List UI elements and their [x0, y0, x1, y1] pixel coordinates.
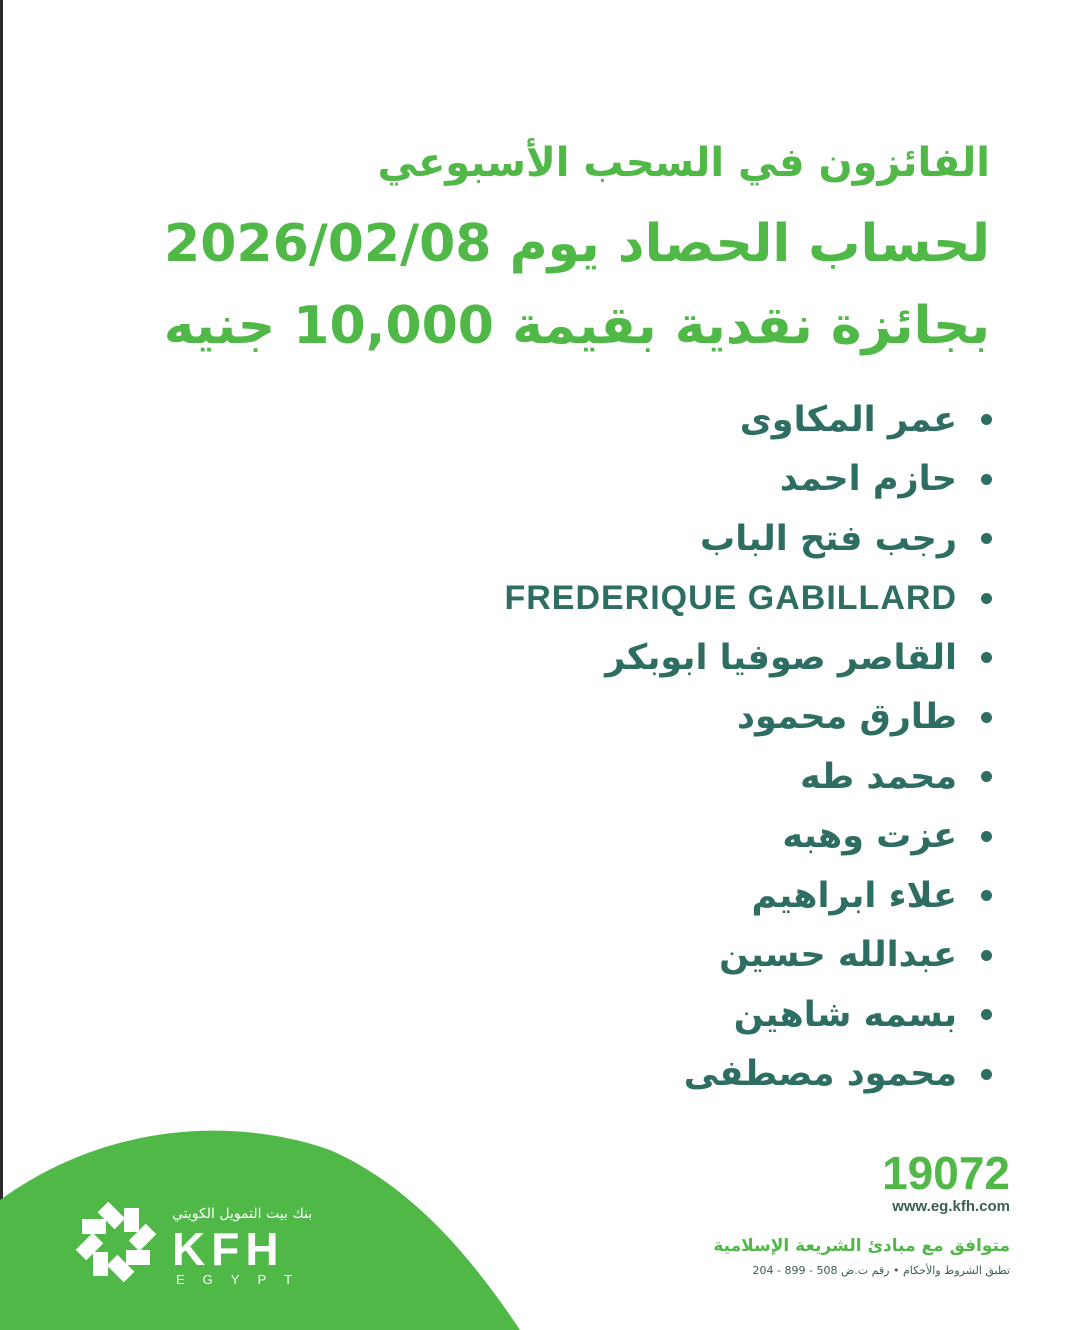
logo-country: EGYPT [176, 1272, 311, 1287]
headline-prize: بجائزة نقدية بقيمة 10,000 جنيه [163, 296, 990, 356]
headline-title: الفائزون في السحب الأسبوعي [377, 140, 990, 186]
sharia-compliance-text: متوافق مع مبادئ الشريعة الإسلامية [713, 1236, 1010, 1256]
logo-wordmark: KFH [172, 1223, 285, 1275]
winner-name: FREDERIQUE GABILLARD [504, 578, 957, 617]
winner-name: عمر المكاوى [739, 399, 957, 440]
winner-name: رجب فتح الباب [700, 518, 957, 559]
kfh-logo [76, 1198, 326, 1298]
winner-name: بسمه شاهين [733, 994, 957, 1035]
winner-name: علاء ابراهيم [751, 875, 957, 916]
winner-name: محمد طه [800, 756, 957, 797]
terms-text: تطبق الشروط والأحكام • رقم ت.ض 508 - 899 - 204 [752, 1264, 1010, 1277]
winner-name: محمود مصطفى [683, 1054, 957, 1095]
headline-account-date: لحساب الحصاد يوم 2026/02/08 [164, 214, 990, 274]
winner-name: عبدالله حسين [719, 935, 957, 976]
hotline-number: 19072 [882, 1147, 1010, 1199]
logo-arabic-name: بنك بيت التمويل الكويتي [172, 1206, 313, 1222]
winner-name: عزت وهبه [782, 816, 957, 857]
winner-name: القاصر صوفيا ابوبكر [605, 637, 957, 678]
kfh-logo-mark-icon [76, 1202, 156, 1282]
winner-name: طارق محمود [737, 697, 957, 738]
website-link[interactable]: www.eg.kfh.com [892, 1198, 1010, 1215]
winner-name: حازم احمد [779, 459, 957, 500]
